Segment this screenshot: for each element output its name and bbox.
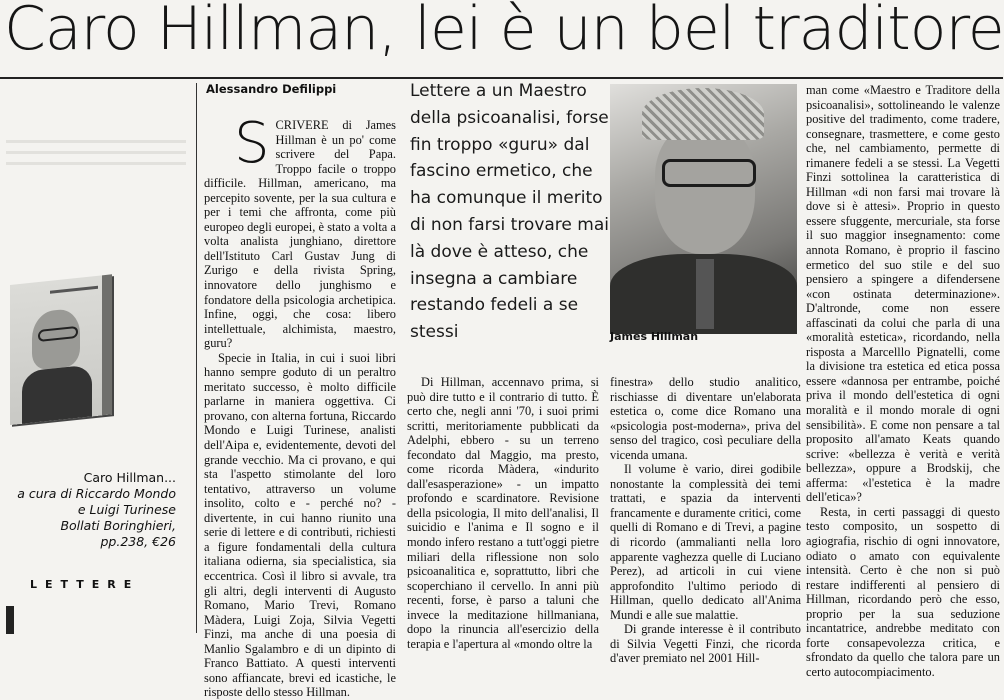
photo-flat-cap — [642, 88, 764, 140]
headline: Caro Hillman, lei è un bel traditore — [4, 0, 1004, 64]
byline: Alessandro Defilippi — [206, 82, 337, 96]
book-title: Caro Hillman... — [83, 470, 176, 485]
article-column-1 — [204, 111, 396, 700]
paragraph: Resta, in certi passaggi di questo testo composito, un sospetto di agiografia, rischio di ogni innovatore, odiato o amato con equivalente intensità. Certo è che non si può restare indifferenti al pensiero di Hillman, ricordando però che esso, proprio per la sua seduzione incantatrice, andrebbe meditato con forte consapevolezza critica, e sfrondato da quello che talora pare un certo autocompiacimento. — [806, 504, 1000, 679]
book-publisher: Bollati Boringhieri, — [60, 518, 176, 533]
book-details: pp.238, €26 — [100, 534, 176, 549]
author-portrait-body — [22, 364, 92, 423]
paragraph: Specie in Italia, in cui i suoi libri hanno sempre goduto di un peraltro meritato successo, è molto difficile parlarne in maniera oggettiva. Ci provano, con alterna fortuna, Riccardo Mondo e Luigi Turinese, analisti dell'Aipa e, evidentemente, devoti del grande vecchio. Ma ci provano, e qui sta l'aspetto stimolante del loro tentativo, attraverso un volume insolito, colto e - perché no? - divertente, in cui hanno riunito una serie di lettere e di contributi, richiesti a figure fondamentali della cultura italiana odierna, sia specialistica, sia eccentrica. Così il libro si avvale, tra gli altri, degli interventi di Augusto Romano, Mario Trevi, Romano Màdera, Luigi Zoja, Silvia Vegetti Finzi, ma anche di una poesia di Manlio Sgalambro e di un dipinto di Franco Battiato. A questi interventi sono affiancate, brevi ed icastiche, le risposte dello stesso Hillman. — [204, 350, 396, 700]
book-credits — [14, 470, 176, 550]
paragraph: Di grande interesse è il contributo di Silvia Vegetti Finzi, che ricorda d'aver premiato nel 2001 Hill- — [610, 622, 801, 666]
section-label: LETTERE — [30, 578, 140, 591]
book-cover-image — [10, 274, 112, 425]
photo-head — [655, 124, 755, 254]
book-cover-title-mark — [50, 286, 98, 294]
article-column-4 — [806, 83, 1000, 679]
article-column-2 — [407, 375, 599, 651]
photo-tie — [696, 259, 714, 329]
pull-quote: Lettere a un Maestro della psicoanalisi, forse fin troppo «guru» dal fascino ermetico, che ha comunque il merito di non farsi trovare mai là dove è atteso, che insegna a cambiare restando fedeli a se stessi — [410, 81, 609, 343]
photo-glasses — [662, 159, 756, 187]
book-editors-line1: a cura di Riccardo Mondo — [17, 486, 176, 501]
show-through-text — [6, 132, 186, 192]
paragraph: Il volume è vario, direi godibile nonostante la complessità dei temi trattati, e spazia da interventi francamente e duramente critici, come quelli di Romano e di Trevi, a pagine di ricordo (ammalianti nella loro apparente vaghezza quelle di Luciano Perez), ad articoli in cui viene approfondito l'ultimo periodo di Hillman, quello dedicato all'Anima Mundi e alle sue malattie. — [610, 462, 801, 622]
paragraph: finestra» dello studio analitico, rischiasse di diventare un'elaborata estetica o, come dice Romano una «psicologia post-moderna», priva del senso del tragico, così peculiare della vicenda umana. — [610, 375, 801, 462]
paragraph: CRIVERE di James Hillman è un po' come scrivere del Papa. Troppo facile o troppo difficile. Hillman, americano, ma percepito sovente, per la sua cultura e per i temi che affronta, come più europeo degli europei, è stato a volta a volta analista junghiano, direttore dell'Istituto Carl Gustav Jung di Zurigo e della rivista Spring, innovatore dello junghismo e fondatore della psicologia archetipica. Infine, oggi, che cosa: libero intellettuale, alchimista, maestro, guru? — [204, 118, 396, 351]
paragraph: Di Hillman, accennavo prima, si può dire tutto e il contrario di tutto. È certo che, negli anni '70, i suoi primi scritti, meritoriamente pubblicati da Adelphi, ebbero - su un terreno fecondato dal Maggio, ma presto, come ricorda Màdera, «indurito dall'esasperazione» - un impatto profondo e scardinatore. Revisione della psicologia, Il mito dell'analisi, Il suicidio e l'anima e Il sogno e il mondo infero restano a tutt'oggi pietre miliari della riflessione non solo psicoanalitica e, soprattutto, libri che scoperchiano il cervello. In anni più recenti, forse, è parso a taluni che invece la meditazione hillmaniana, dopo la rinuncia all'esercizio della terapia e l'apertura al «mondo oltre la — [407, 375, 599, 651]
photo-caption: James Hillman — [610, 330, 699, 343]
author-photo — [610, 84, 797, 327]
section-bar — [6, 606, 14, 634]
author-portrait-face — [32, 308, 80, 371]
article-column-3 — [610, 375, 801, 666]
paragraph: man come «Maestro e Traditore della psicoanalisi», sottolineando le valenze positive del tradimento, come tradere, consegnare, trasmettere, e come gesto che, nel cambiamento, permette di rimanere fedeli a se stessi. La Vegetti Finzi sottolinea la caratteristica di Hillman «di non farsi mai trovare là dove si è attesi». Proprio in questo essere sfuggente, mercuriale, sta forse il suo maggior insegnamento: come annota Romano, è proprio il fascino ermetico del suo stile e del suo pensiero a spingere a difendersene «con ostinata determinazione». D'altronde, come non essere affascinati da colui che parla di una «moralità estetica», ricordando, nella risposta a Marcelllo Pignatelli, come la divisione tra estetica ed etica possa essere «dannosa per entrambe, poiché priva il mondo dell'estetica di ogni moralità e il mondo morale di ogni sensibilità». E come non pensare a tal proposito all'amato Keats quando scrive: «bellezza è verità e verità bellezza», oppure a Brodskij, che afferma: «l'estetica è la madre dell'etica»? — [806, 83, 1000, 505]
column-divider — [196, 83, 197, 633]
book-editors-line2: e Luigi Turinese — [77, 502, 176, 517]
drop-cap: S — [234, 111, 270, 176]
